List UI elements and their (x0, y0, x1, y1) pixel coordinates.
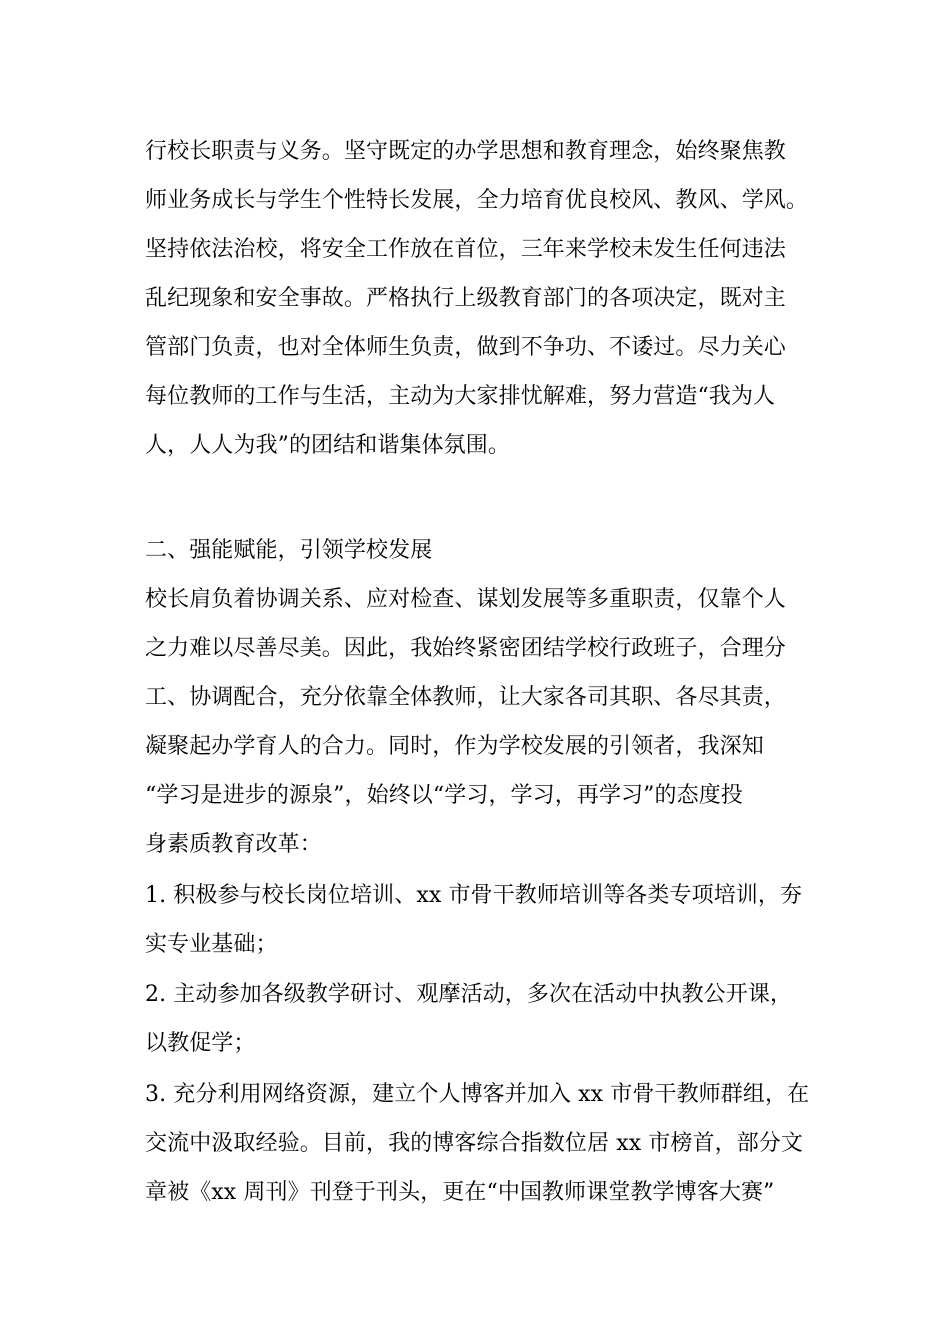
paragraph-1-line: 每位教师的工作与生活，主动为大家排忧解难，努力营造“我为人 (145, 384, 776, 409)
list-item-3-line: 交流中汲取经验。目前，我的博客综合指数位居 xx 市榜首，部分文 (145, 1131, 804, 1156)
paragraph-1-line: 管部门负责，也对全体师生负责，做到不争功、不诿过。尽力关心 (145, 335, 786, 360)
list-item-3-line: 章被《xx 周刊》刊登于刊头，更在“中国教师课堂教学博客大赛” (145, 1180, 775, 1205)
list-item-2-line: 以教促学； (145, 1031, 256, 1056)
list-item-1-line: 1. 积极参与校长岗位培训、xx 市骨干教师培训等各类专项培训，夯 (145, 883, 803, 908)
paragraph-2-line: 凝聚起办学育人的合力。同时，作为学校发展的引领者，我深知 (145, 734, 764, 759)
paragraph-2-line: “学习是进步的源泉”，始终以“学习，学习，再学习”的态度投 (145, 783, 743, 808)
paragraph-1-line: 坚持依法治校，将安全工作放在首位，三年来学校未发生任何违法 (145, 237, 786, 262)
list-item-2-line: 2. 主动参加各级教学研讨、观摩活动，多次在活动中执教公开课， (145, 982, 793, 1007)
paragraph-1-line: 行校长职责与义务。坚守既定的办学思想和教育理念，始终聚焦教 (145, 139, 786, 164)
list-item-3-line: 3. 充分利用网络资源，建立个人博客并加入 xx 市骨干教师群组，在 (145, 1082, 810, 1107)
paragraph-2-line: 校长肩负着协调关系、应对检查、谋划发展等多重职责，仅靠个人 (145, 587, 786, 612)
paragraph-2-line: 工、协调配合，充分依靠全体教师，让大家各司其职、各尽其责， (145, 685, 786, 710)
list-item-1-line: 实专业基础； (145, 932, 278, 957)
paragraph-1-line: 人，人人为我”的团结和谐集体氛围。 (145, 433, 510, 458)
paragraph-1-line: 乱纪现象和安全事故。严格执行上级教育部门的各项决定，既对主 (145, 286, 786, 311)
paragraph-2-line: 身素质教育改革： (145, 832, 322, 857)
paragraph-1-line: 师业务成长与学生个性特长发展，全力培育优良校风、教风、学风。 (145, 188, 809, 213)
section-heading: 二、强能赋能，引领学校发展 (145, 538, 433, 563)
paragraph-2-line: 之力难以尽善尽美。因此，我始终紧密团结学校行政班子，合理分 (145, 636, 786, 661)
